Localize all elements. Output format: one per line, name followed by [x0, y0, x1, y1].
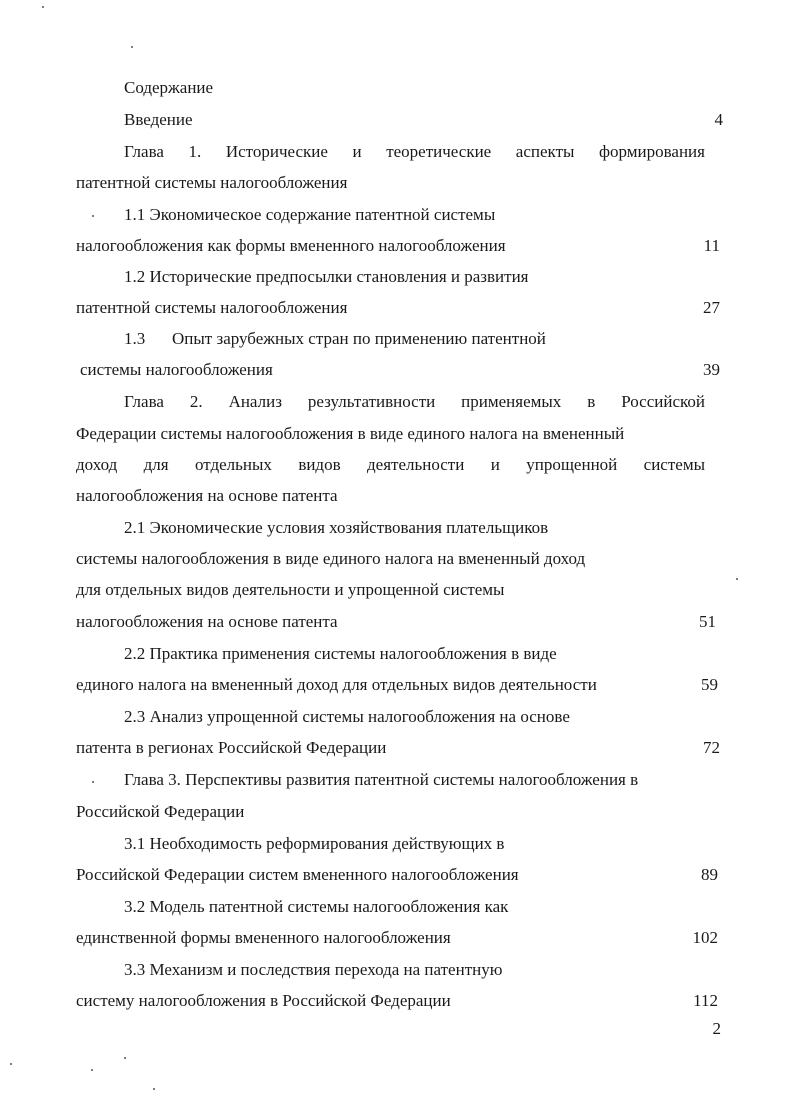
toc-ch2-line2: Федерации системы налогообложения в виде единого налога на вмененный	[76, 424, 625, 443]
toc-s32-page: 102	[692, 928, 718, 947]
word: 1.	[188, 142, 202, 161]
toc-s23-line2: патента в регионах Российской Федерации	[76, 738, 387, 757]
toc-s11-line2: налогообложения как формы вмененного налогообложения	[76, 236, 506, 255]
word: Российской	[621, 392, 705, 411]
word: Глава	[124, 142, 164, 161]
toc-s13-line1: Опыт зарубежных стран по применению патентной	[172, 329, 546, 348]
toc-s12-page: 27	[703, 298, 720, 317]
toc-s12-line2: патентной системы налогообложения	[76, 298, 348, 317]
word: формирования	[599, 142, 705, 161]
word: Глава	[124, 392, 164, 411]
toc-intro-page: 4	[714, 110, 723, 129]
toc-s32-line1: 3.2 Модель патентной системы налогообложения как	[124, 897, 509, 916]
word: доход	[76, 455, 118, 474]
toc-s13-line2: системы налогообложения	[80, 360, 273, 379]
toc-s21-line1: 2.1 Экономические условия хозяйствования плательщиков	[124, 518, 549, 537]
word: аспекты	[515, 142, 575, 161]
toc-s32-line2: единственной формы вмененного налогообложения	[76, 928, 451, 947]
word: отдельных	[194, 455, 272, 474]
toc-heading: Содержание	[124, 78, 214, 97]
page-number: 2	[712, 1019, 721, 1038]
word: Исторические	[225, 142, 328, 161]
toc-ch3-line1: Глава 3. Перспективы развития патентной системы налогообложения в	[124, 770, 639, 789]
toc-s13-page: 39	[703, 360, 720, 379]
toc-s22-page: 59	[701, 675, 718, 694]
toc-s33-page: 112	[693, 991, 718, 1010]
toc-ch2-line1	[124, 392, 705, 412]
word: 2.	[189, 392, 203, 411]
scan-speck	[153, 1088, 155, 1090]
toc-s12-line1: 1.2 Исторические предпосылки становления и развития	[124, 267, 529, 286]
toc-s23-page: 72	[703, 738, 720, 757]
toc-ch3-line2: Российской Федерации	[76, 802, 245, 821]
toc-s33-line2: систему налогообложения в Российской Федерации	[76, 991, 451, 1010]
toc-ch2-line3	[76, 455, 705, 475]
toc-s33-line1: 3.3 Механизм и последствия перехода на патентную	[124, 960, 503, 979]
word: видов	[298, 455, 341, 474]
word: результативности	[307, 392, 436, 411]
scan-speck	[736, 578, 738, 580]
scan-speck	[92, 215, 94, 217]
scan-speck	[92, 781, 94, 783]
toc-s31-line1: 3.1 Необходимость реформирования действующих в	[124, 834, 505, 853]
word: и	[490, 455, 500, 474]
toc-s31-line2: Российской Федерации систем вмененного налогообложения	[76, 865, 519, 884]
word: системы	[643, 455, 705, 474]
toc-ch1-line2: патентной системы налогообложения	[76, 173, 348, 192]
toc-s11-page: 11	[703, 236, 720, 255]
toc-ch2-line4: налогообложения на основе патента	[76, 486, 338, 505]
word: и	[352, 142, 362, 161]
word: деятельности	[367, 455, 465, 474]
toc-s21-page: 51	[699, 612, 716, 631]
toc-s31-page: 89	[701, 865, 718, 884]
toc-s21-line2: системы налогообложения в виде единого налога на вмененный доход	[76, 549, 586, 568]
toc-s21-line4: налогообложения на основе патента	[76, 612, 338, 631]
toc-s22-line2: единого налога на вмененный доход для отдельных видов деятельности	[76, 675, 597, 694]
word: Анализ	[228, 392, 282, 411]
word: в	[587, 392, 596, 411]
scan-speck	[42, 6, 44, 8]
word: для	[143, 455, 169, 474]
word: упрощенной	[526, 455, 618, 474]
scan-speck	[124, 1057, 126, 1059]
toc-intro-title: Введение	[124, 110, 193, 129]
toc-s21-line3: для отдельных видов деятельности и упрощенной системы	[76, 580, 505, 599]
scan-speck	[10, 1063, 12, 1065]
word: применяемых	[461, 392, 562, 411]
toc-s13-num: 1.3	[124, 329, 146, 348]
toc-s23-line1: 2.3 Анализ упрощенной системы налогообложения на основе	[124, 707, 570, 726]
scan-speck	[91, 1069, 93, 1071]
toc-s11-line1: 1.1 Экономическое содержание патентной системы	[124, 205, 496, 224]
scan-speck	[131, 46, 133, 48]
toc-s22-line1: 2.2 Практика применения системы налогообложения в виде	[124, 644, 557, 663]
toc-ch1-line1	[124, 142, 705, 162]
word: теоретические	[386, 142, 492, 161]
